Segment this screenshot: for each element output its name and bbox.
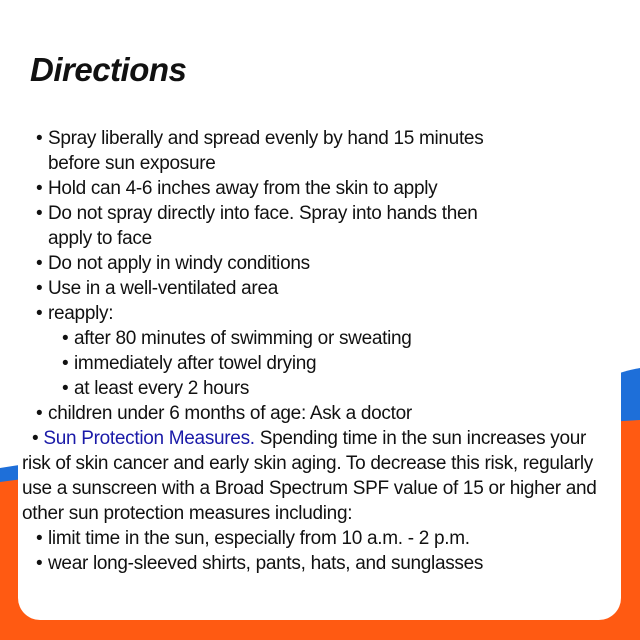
list-item-ventilated bbox=[22, 276, 612, 301]
bullet-icon: • bbox=[36, 278, 43, 299]
list-item-text: Do not apply in windy conditions bbox=[48, 253, 310, 274]
sun-protection-paragraph bbox=[22, 426, 612, 526]
bullet-icon: • bbox=[36, 403, 43, 424]
sub-item-hours bbox=[22, 376, 612, 401]
bullet-icon: • bbox=[36, 303, 43, 324]
list-item-windy bbox=[22, 251, 612, 276]
bullet-icon: • bbox=[36, 203, 43, 224]
sub-item-text: at least every 2 hours bbox=[74, 378, 250, 399]
bullet-icon: • bbox=[36, 528, 43, 549]
list-item-text: Hold can 4-6 inches away from the skin to apply bbox=[48, 178, 438, 199]
bullet-icon: • bbox=[36, 253, 43, 274]
list-item-text: Do not spray directly into face. Spray into hands then bbox=[48, 203, 478, 224]
bullet-icon: • bbox=[36, 553, 43, 574]
list-item-text: Spray liberally and spread evenly by hand 15 minutes bbox=[48, 128, 484, 149]
list-item-spray bbox=[22, 126, 612, 176]
bullet-icon: • bbox=[62, 378, 69, 399]
list-item-face bbox=[22, 201, 612, 251]
list-item-limit-time bbox=[22, 526, 612, 551]
list-item-text: limit time in the sun, especially from 10 a.m. - 2 p.m. bbox=[48, 528, 470, 549]
sub-item-towel bbox=[22, 351, 612, 376]
sun-protection-lead: Sun Protection Measures. bbox=[43, 428, 255, 449]
list-item-reapply bbox=[22, 301, 612, 326]
directions-list bbox=[22, 126, 612, 576]
list-item-clothing bbox=[22, 551, 612, 576]
list-item-children bbox=[22, 401, 612, 426]
list-item-text: reapply: bbox=[48, 303, 114, 324]
list-item-text: wear long-sleeved shirts, pants, hats, and sunglasses bbox=[48, 553, 484, 574]
list-item-hold-can bbox=[22, 176, 612, 201]
bullet-icon: • bbox=[36, 128, 43, 149]
bullet-icon: • bbox=[62, 353, 69, 374]
list-item-text: Use in a well-ventilated area bbox=[48, 278, 278, 299]
bullet-icon: • bbox=[36, 178, 43, 199]
list-item-text-cont: apply to face bbox=[48, 228, 152, 249]
sub-item-text: after 80 minutes of swimming or sweating bbox=[74, 328, 412, 349]
directions-title: Directions bbox=[30, 51, 187, 88]
bullet-icon: • bbox=[32, 428, 39, 449]
bullet-icon: • bbox=[62, 328, 69, 349]
sun-protection-text: Spending time in the sun increases your risk of skin cancer and early skin aging. To decrease this risk, regularly use a sunscreen with a Broad Spectrum SPF value of 15 or higher and other sun protection measures including: bbox=[22, 428, 597, 524]
sub-item-swimming bbox=[22, 326, 612, 351]
list-item-text: children under 6 months of age: Ask a doctor bbox=[48, 403, 412, 424]
list-item-text-cont: before sun exposure bbox=[48, 153, 216, 174]
sub-item-text: immediately after towel drying bbox=[74, 353, 317, 374]
